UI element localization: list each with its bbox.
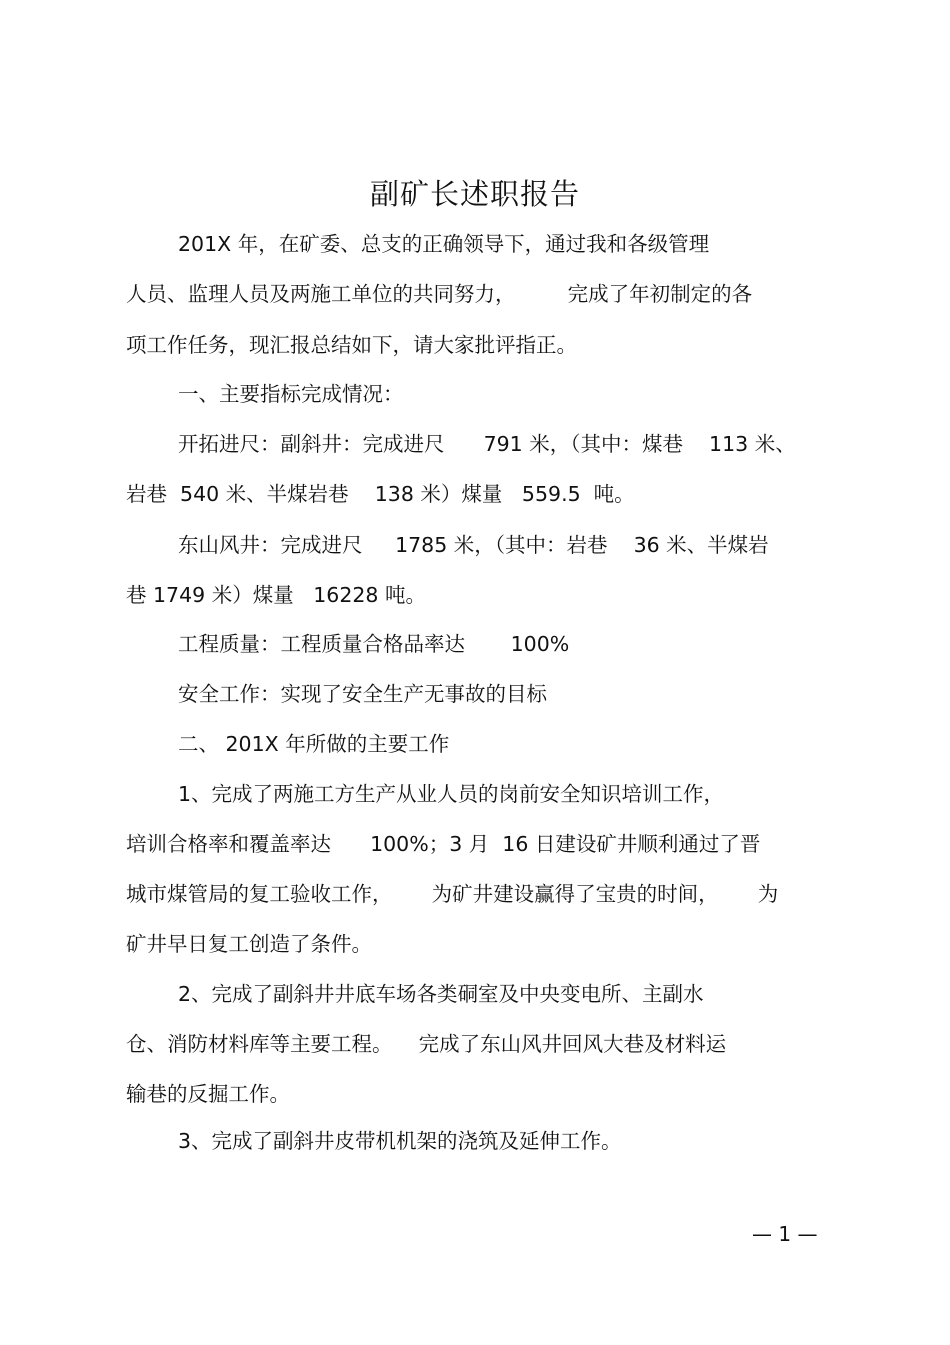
section-heading-2: 二、 201X 年所做的主要工作 [178, 732, 450, 756]
document-title: 副矿长述职报告 [369, 177, 580, 211]
paragraph-line-12: 1、完成了两施工方生产从业人员的岗前安全知识培训工作， [178, 782, 725, 806]
paragraph-line-16: 2、完成了副斜井井底车场各类硐室及中央变电所、主副水 [178, 982, 704, 1006]
paragraph-line-19: 3、完成了副斜井皮带机机架的浇筑及延伸工作。 [178, 1129, 622, 1153]
paragraph-line-7: 东山风井：完成进尺 1785 米，（其中：岩巷 36 米、半煤岩 [178, 533, 769, 557]
paragraph-line-1: 201X 年，在矿委、总支的正确领导下，通过我和各级管理 [178, 232, 710, 256]
paragraph-line-9: 工程质量：工程质量合格品率达 100% [178, 632, 570, 656]
paragraph-line-15: 矿井早日复工创造了条件。 [126, 932, 372, 956]
page-number: — 1 — [752, 1222, 818, 1246]
paragraph-line-14: 城市煤管局的复工验收工作， 为矿井建设赢得了宝贵的时间， 为 [126, 882, 779, 906]
paragraph-line-3: 项工作任务，现汇报总结如下，请大家批评指正。 [126, 333, 577, 357]
paragraph-line-5: 开拓进尺：副斜井：完成进尺 791 米，（其中：煤巷 113 米、 [178, 432, 796, 456]
section-heading-1: 一、主要指标完成情况： [178, 382, 404, 406]
paragraph-line-2: 人员、监理人员及两施工单位的共同努力， 完成了年初制定的各 [126, 282, 753, 306]
paragraph-line-17: 仓、消防材料库等主要工程。 完成了东山风井回风大巷及材料运 [126, 1032, 727, 1056]
paragraph-line-8: 巷 1749 米）煤量 16228 吨。 [126, 583, 426, 607]
paragraph-line-6: 岩巷 540 米、半煤岩巷 138 米）煤量 559.5 吨。 [126, 482, 635, 506]
paragraph-line-10: 安全工作：实现了安全生产无事故的目标 [178, 682, 547, 706]
paragraph-line-13: 培训合格率和覆盖率达 100%；3 月 16 日建设矿井顺利通过了晋 [126, 832, 761, 856]
paragraph-line-18: 输巷的反掘工作。 [126, 1082, 290, 1106]
